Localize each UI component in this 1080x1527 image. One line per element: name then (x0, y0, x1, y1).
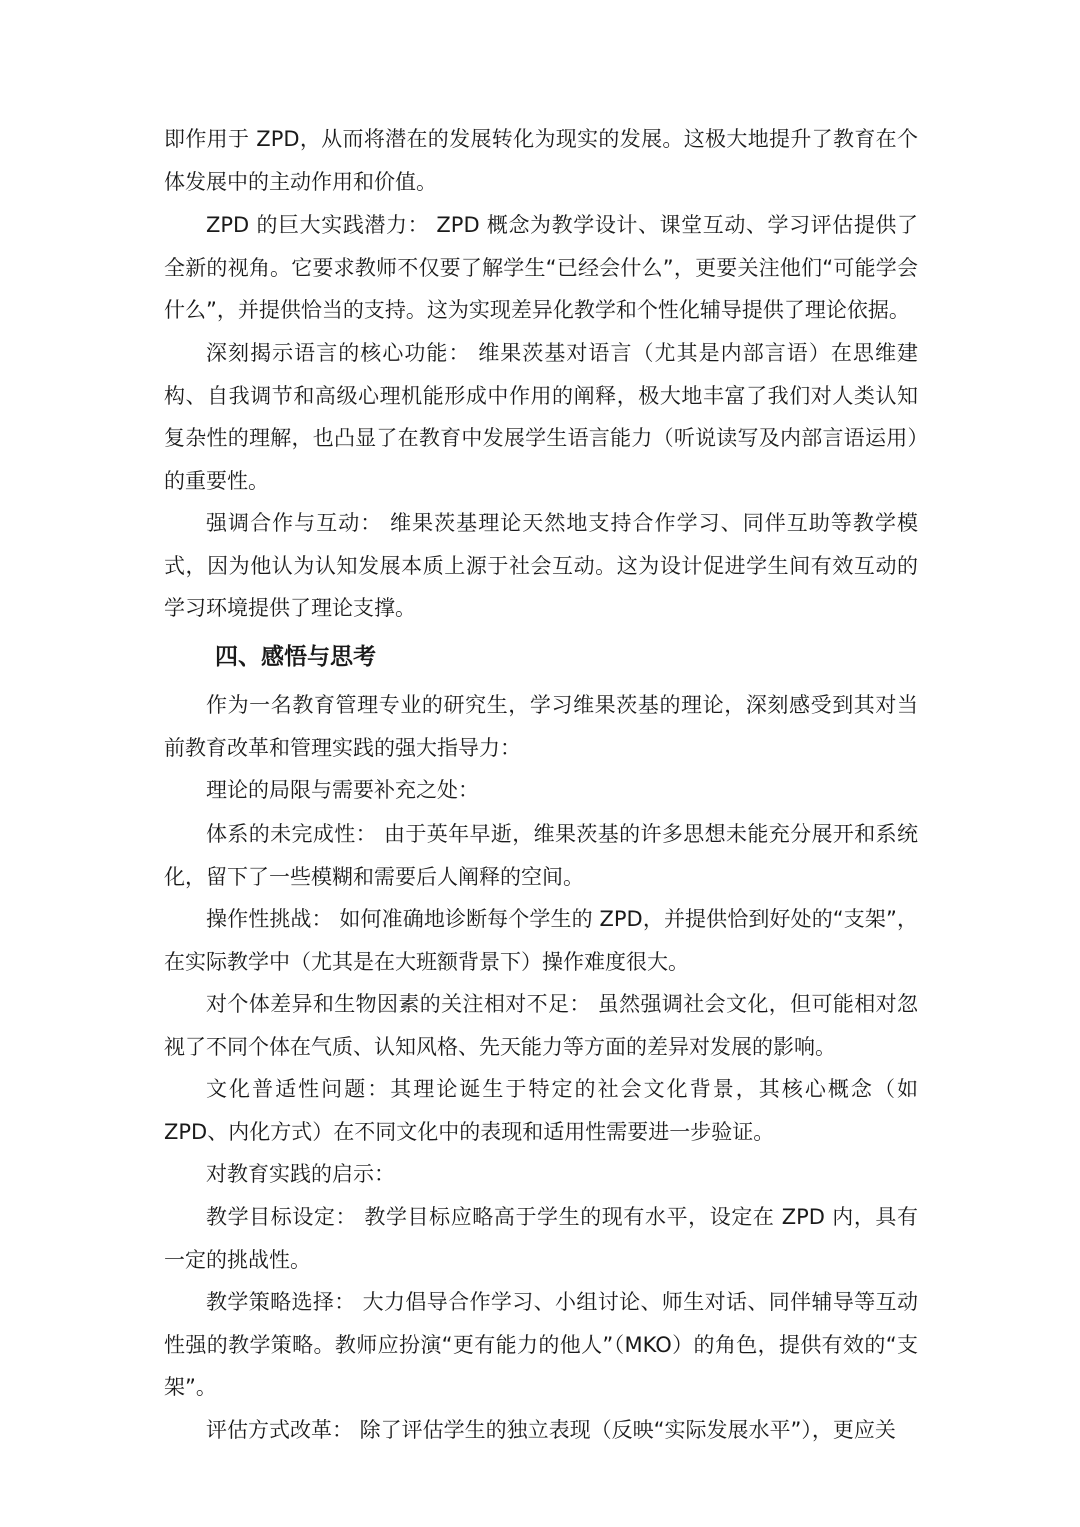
paragraph-practice-implications: 对教育实践的启示： (206, 1162, 395, 1186)
paragraph-zpd-continuation: 即作用于 ZPD，从而将潜在的发展转化为现实的发展。这极大地提升了教育在个体发展中的主动作用和价值。 (164, 127, 918, 194)
paragraph-incompleteness: 体系的未完成性： 由于英年早逝，维果茨基的许多思想未能充分展开和系统化，留下了一些模糊和需要后人阐释的空间。 (164, 822, 918, 889)
paragraph-zpd-practical-potential: ZPD 的巨大实践潜力： ZPD 概念为教学设计、课堂互动、学习评估提供了全新的视角。它要求教师不仅要了解学生“已经会什么”，更要关注他们“可能学会什么”，并提供恰当的支持。这为实现差异化教学和个性化辅导提供了理论依据。 (164, 213, 918, 322)
paragraph-goal-setting: 教学目标设定： 教学目标应略高于学生的现有水平，设定在 ZPD 内，具有一定的挑战性。 (164, 1205, 918, 1272)
paragraph-assessment-reform: 评估方式改革： 除了评估学生的独立表现（反映“实际发展水平”），更应关 (206, 1418, 896, 1442)
paragraph-strategy-selection: 教学策略选择： 大力倡导合作学习、小组讨论、师生对话、同伴辅导等互动性强的教学策略。教师应扮演“更有能力的他人”（MKO）的角色，提供有效的“支架”。 (164, 1290, 918, 1399)
paragraph-operability: 操作性挑战： 如何准确地诊断每个学生的 ZPD，并提供恰到好处的“支架”，在实际教学中（尤其是在大班额背景下）操作难度很大。 (164, 907, 918, 974)
paragraph-language-function: 深刻揭示语言的核心功能： 维果茨基对语言（尤其是内部言语）在思维建构、自我调节和高级心理机能形成中作用的阐释，极大地丰富了我们对人类认知复杂性的理解，也凸显了在教育中发展学生语言能力（听说读写及内部言语运用）的重要性。 (164, 341, 918, 493)
paragraph-cooperation-interaction: 强调合作与互动： 维果茨基理论天然地支持合作学习、同伴互助等教学模式，因为他认为认知发展本质上源于社会互动。这为设计促进学生间有效互动的学习环境提供了理论支撑。 (164, 511, 918, 620)
paragraph-cultural-universality: 文化普适性问题：其理论诞生于特定的社会文化背景，其核心概念（如 ZPD、内化方式）在不同文化中的表现和适用性需要进一步验证。 (164, 1077, 918, 1144)
paragraph-individual-differences: 对个体差异和生物因素的关注相对不足： 虽然强调社会文化，但可能相对忽视了不同个体在气质、认知风格、先天能力等方面的差异对发展的影响。 (164, 992, 918, 1059)
section-heading: 四、感悟与思考 (215, 644, 376, 670)
paragraph-limitations-heading: 理论的局限与需要补充之处： (206, 778, 479, 802)
paragraph-intro: 作为一名教育管理专业的研究生，学习维果茨基的理论，深刻感受到其对当前教育改革和管理实践的强大指导力： (164, 693, 918, 760)
